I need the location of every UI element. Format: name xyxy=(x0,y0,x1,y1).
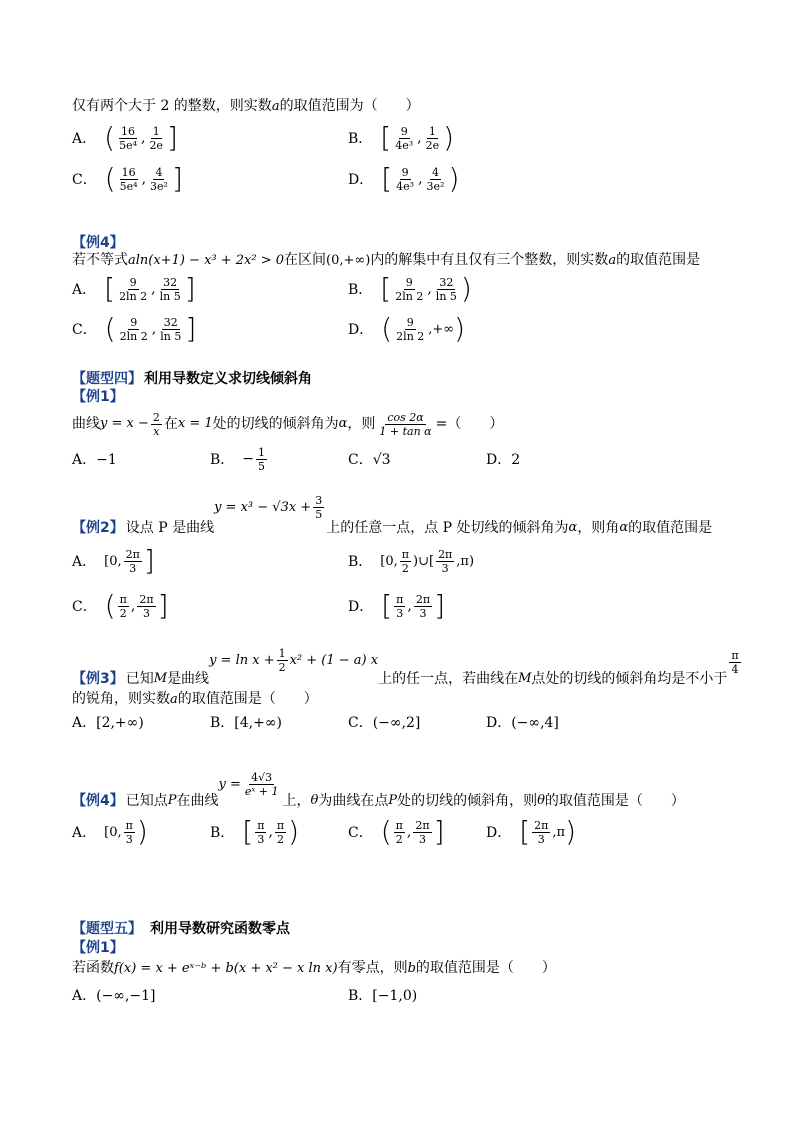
variable-a: a xyxy=(608,253,617,268)
example-2-label: 【例2】 xyxy=(72,520,124,536)
stem-text: 上的任意一点，点 P 处切线的倾斜角为 xyxy=(326,520,569,536)
option-text: C．(−∞,2] xyxy=(348,715,421,731)
option-a[interactable] xyxy=(72,441,117,477)
option-letter: D． xyxy=(486,825,512,841)
denominator: 3 xyxy=(418,832,426,846)
stem-text: 的取值范围是（ ） xyxy=(544,793,685,809)
interval-start: [0, xyxy=(104,553,122,569)
bracket-left: ( xyxy=(380,815,392,848)
option-letter: D． xyxy=(348,322,374,338)
bracket-left: ( xyxy=(381,312,393,345)
bracket-left: [ xyxy=(242,815,254,848)
stem-text: 的取值范围是（ ） xyxy=(415,960,556,976)
option-text: D．2 xyxy=(486,452,521,468)
numerator: π xyxy=(276,818,285,832)
option-letter: C． xyxy=(348,825,373,841)
option-b[interactable]: B． [ $\frac{\pi}{3}$ , $\frac{\pi}{2}$ ) xyxy=(210,815,300,848)
stem-text: 有零点，则 xyxy=(337,960,408,976)
denominator: x xyxy=(153,424,160,438)
option-text: B．[−1,0) xyxy=(348,988,418,1004)
inequality: aln(x+1) − x³ + 2x² > 0 xyxy=(128,253,285,268)
denominator: 2 xyxy=(278,661,286,674)
option-d[interactable] xyxy=(486,814,576,850)
bracket-left: ( xyxy=(104,162,116,195)
option-letter: A． xyxy=(72,282,97,298)
stem-text: 在曲线 xyxy=(176,793,219,809)
option-letter: A． xyxy=(72,825,97,841)
section-title: 利用导数研究函数零点 xyxy=(150,921,290,937)
numerator: 2π xyxy=(125,547,140,561)
numerator: cos 2α xyxy=(387,410,424,424)
curve-text: y = x³ − √3x + xyxy=(214,499,312,515)
curve-expression: y = x − xyxy=(100,416,149,431)
bracket-right: ) xyxy=(448,162,460,195)
denominator: ln 5 xyxy=(160,329,182,343)
alpha: α xyxy=(568,520,578,535)
section-title: 利用导数定义求切线倾斜角 xyxy=(144,371,312,387)
option-c[interactable]: C． ( $\frac{16}{\text{5e⁴}}$ , $\frac{4}{\text{3e²}}$ ] xyxy=(72,162,183,195)
stem-text: 在区间 xyxy=(284,252,327,268)
curve-expression xyxy=(214,494,326,521)
option-b[interactable] xyxy=(210,441,269,477)
fraction xyxy=(118,166,140,193)
denominator: 3 xyxy=(129,561,137,575)
fraction xyxy=(151,411,162,438)
variable-a: a xyxy=(271,99,280,114)
option-b[interactable]: B． [ $\frac{9}{2\ln 2}$ , $\frac{32}{\ln 5}$ ) xyxy=(348,272,472,305)
numerator: 16 xyxy=(121,124,136,138)
option-c[interactable]: C． ( $\frac{9}{2\ln 2}$ , $\frac{32}{\ln 5}$ ] xyxy=(72,312,197,345)
stem-text: 若不等式 xyxy=(72,252,128,268)
alpha: α xyxy=(338,416,348,431)
stem-text: 内的解集中有且仅有三个整数，则实数 xyxy=(370,252,609,268)
bracket-left: ( xyxy=(104,312,116,345)
option-d[interactable] xyxy=(348,311,465,347)
fraction xyxy=(148,166,170,193)
bracket-right: ) xyxy=(454,312,466,345)
denominator: 5e⁴ xyxy=(119,179,138,193)
numerator: π xyxy=(401,547,410,561)
question-stem xyxy=(72,251,700,270)
option-d[interactable] xyxy=(486,704,559,740)
numerator: 9 xyxy=(405,275,413,289)
numerator: π xyxy=(257,818,265,832)
numerator: π xyxy=(125,818,133,832)
example-4-label: 【例4】 xyxy=(72,235,124,251)
stem-text: 仅有两个大于 2 的整数，则实数 xyxy=(72,98,272,114)
denominator: 2ln 2 xyxy=(396,329,425,343)
bracket-left: [ xyxy=(380,121,392,154)
numerator: 2π xyxy=(415,818,430,832)
fraction xyxy=(275,819,286,846)
denominator: eˣ + 1 xyxy=(244,785,279,798)
option-letter: D． xyxy=(348,172,374,188)
example-label xyxy=(72,519,124,537)
option-text: A．−1 xyxy=(72,452,117,468)
theta: θ xyxy=(310,793,319,808)
numerator: 9 xyxy=(129,275,137,289)
point-m: M xyxy=(153,671,168,686)
section-header xyxy=(72,918,290,938)
stem-text: =（ ） xyxy=(435,416,504,432)
denominator: 2 xyxy=(119,606,127,620)
denominator: 3 xyxy=(537,832,545,846)
option-letter: C． xyxy=(72,172,97,188)
stem-text: 为曲线在点 xyxy=(318,793,389,809)
denominator: 4 xyxy=(731,663,739,676)
fraction xyxy=(414,593,432,620)
fraction xyxy=(158,276,183,303)
numerator: 9 xyxy=(400,124,408,138)
option-b[interactable] xyxy=(348,977,417,1013)
question-stem xyxy=(72,648,743,688)
stem-text: 的取值范围是 xyxy=(628,520,713,536)
fraction xyxy=(243,771,281,798)
stem-text: ，则 xyxy=(347,416,376,432)
example-label xyxy=(72,792,124,810)
numerator: 32 xyxy=(163,275,178,289)
bracket-right: ) xyxy=(443,121,455,154)
numerator: 2π xyxy=(139,592,154,606)
fraction xyxy=(729,649,740,676)
stem-text: 是曲线 xyxy=(167,671,210,687)
denominator: 2 xyxy=(401,561,409,575)
numerator: 9 xyxy=(406,315,414,329)
option-a[interactable] xyxy=(72,977,156,1013)
denominator: 3 xyxy=(257,832,265,846)
union: )∪[ xyxy=(413,553,435,569)
bracket-right: ) xyxy=(460,272,472,305)
numerator: 4 xyxy=(155,165,163,179)
interval-tail: ,+∞ xyxy=(428,321,455,337)
curve-expression xyxy=(219,771,283,798)
denominator: 3 xyxy=(142,606,150,620)
fraction xyxy=(394,593,405,620)
alpha: α xyxy=(619,520,629,535)
fraction xyxy=(532,819,550,846)
stem-text: 的锐角，则实数 xyxy=(72,691,170,707)
fraction xyxy=(413,819,431,846)
bracket-right: ) xyxy=(136,815,148,848)
numerator: 2π xyxy=(534,818,549,832)
bracket-right: ] xyxy=(143,544,155,577)
stem-text: 上的任一点，若曲线在 xyxy=(378,671,519,687)
interval-end: ,π) xyxy=(456,553,475,569)
option-a[interactable] xyxy=(72,704,144,740)
option-letter: B． xyxy=(348,554,373,570)
bracket-right: ) xyxy=(288,815,300,848)
fraction xyxy=(393,276,425,303)
fraction xyxy=(436,548,454,575)
bracket-right: ] xyxy=(166,121,178,154)
fraction xyxy=(400,548,411,575)
fraction xyxy=(313,494,324,521)
fraction xyxy=(124,819,135,846)
option-d[interactable]: D． [ $\frac{\pi}{3}$ , $\frac{2\pi}{3}$ ] xyxy=(348,589,446,622)
fraction xyxy=(394,166,416,193)
example-label xyxy=(72,670,124,688)
bracket-left: [ xyxy=(381,589,393,622)
numerator: 1 xyxy=(278,647,286,660)
denominator: 5e⁴ xyxy=(119,138,137,152)
option-b[interactable] xyxy=(348,543,474,579)
fraction xyxy=(137,593,155,620)
bracket-right: ] xyxy=(184,272,196,305)
bracket-left: ( xyxy=(104,589,116,622)
option-c[interactable] xyxy=(348,441,391,477)
option-letter: C． xyxy=(72,322,97,338)
fraction xyxy=(425,166,447,193)
denominator: 3 xyxy=(396,606,404,620)
option-text: C．√3 xyxy=(348,452,391,468)
option-a[interactable]: A． [ $\frac{9}{2\ln 2}$ , $\frac{32}{\ln 5}$ ] xyxy=(72,272,196,305)
function-expression: f(x) = x + eˣ⁻ᵇ + b(x + x² − x ln x) xyxy=(114,961,338,976)
variable-a: a xyxy=(170,692,178,707)
denominator: 3 xyxy=(125,832,133,846)
fraction xyxy=(158,316,183,343)
fraction xyxy=(256,446,267,473)
example-label xyxy=(72,937,124,957)
point: x = 1 xyxy=(177,416,213,431)
curve-text: x² + (1 − a) x xyxy=(289,652,379,668)
question-stem xyxy=(72,494,713,537)
section-header xyxy=(72,368,312,388)
bracket-right: ] xyxy=(434,589,446,622)
section-label: 【题型五】 xyxy=(72,921,142,937)
option-b[interactable]: B． [ $\frac{9}{\text{4e³}}$ , $\frac{1}{2e}$ ) xyxy=(348,121,455,154)
section-label: 【题型四】 xyxy=(72,371,142,387)
stem-text: 的取值范围是 xyxy=(616,252,701,268)
denominator: 5 xyxy=(315,508,323,521)
theta: θ xyxy=(537,793,545,808)
point-m: M xyxy=(518,671,532,686)
option-letter: D． xyxy=(348,599,374,615)
numerator: π xyxy=(395,818,403,832)
example-1-label: 【例1】 xyxy=(72,389,124,405)
fraction xyxy=(117,125,139,152)
point-p: P xyxy=(167,793,177,808)
fraction xyxy=(124,548,142,575)
denominator: 3 xyxy=(441,561,449,575)
bracket-right: ] xyxy=(171,162,183,195)
option-text: D．(−∞,4] xyxy=(486,715,559,731)
denominator: 3e² xyxy=(150,179,168,193)
fraction xyxy=(147,125,165,152)
denominator: 2 xyxy=(395,832,403,846)
option-letter: A． xyxy=(72,554,97,570)
option-a[interactable]: A． ( $\frac{16}{\text{5e⁴}}$ , $\frac{1}{2e}$ ] xyxy=(72,121,178,154)
numerator: 1 xyxy=(152,124,160,138)
numerator: 1 xyxy=(428,124,436,138)
interval-start: [0, xyxy=(380,553,398,569)
bracket-right: ] xyxy=(433,815,445,848)
stem-text: 上， xyxy=(282,793,311,809)
numerator: π xyxy=(396,592,404,606)
denominator: 2ln 2 xyxy=(119,289,148,303)
option-letter: A． xyxy=(72,131,97,147)
curve-expression xyxy=(209,647,378,674)
option-text: A．[2,+∞) xyxy=(72,715,144,731)
numerator: 3 xyxy=(315,494,323,507)
fraction xyxy=(255,819,266,846)
numerator: π xyxy=(119,592,127,606)
fraction xyxy=(118,316,150,343)
fraction xyxy=(277,647,288,674)
example-4-label: 【例4】 xyxy=(72,793,124,809)
option-b[interactable] xyxy=(210,704,282,740)
stem-text: 点处的切线的倾斜角均是不小于 xyxy=(531,671,728,687)
stem-text: 的取值范围是（ ） xyxy=(177,691,318,707)
fraction xyxy=(377,411,433,438)
denominator: 2 xyxy=(277,832,285,846)
fraction xyxy=(117,276,149,303)
curve-text: y = xyxy=(218,776,241,792)
denominator: 4e³ xyxy=(396,179,415,193)
question-stem xyxy=(72,406,503,442)
option-c[interactable] xyxy=(348,704,420,740)
option-text: B．[4,+∞) xyxy=(210,715,282,731)
fraction xyxy=(118,593,129,620)
point-p: P xyxy=(388,793,398,808)
stem-text: 已知 xyxy=(125,671,154,687)
option-c[interactable]: C． ( $\frac{\pi}{2}$ , $\frac{2\pi}{3}$ ] xyxy=(72,589,169,622)
stem-text: 处的切线的倾斜角为 xyxy=(212,416,339,432)
curve-text: y = ln x + xyxy=(209,652,275,668)
minus-sign: − xyxy=(242,451,255,467)
denominator: 3e² xyxy=(426,179,445,193)
numerator: 4√3 xyxy=(251,771,273,784)
example-label xyxy=(72,232,124,252)
denominator: 4e³ xyxy=(395,138,414,152)
stem-text-end: 的取值范围为（ ） xyxy=(279,98,420,114)
bracket-right: ] xyxy=(185,312,197,345)
numerator: 2 xyxy=(152,410,160,424)
denominator: 3 xyxy=(419,606,427,620)
option-d[interactable] xyxy=(486,441,520,477)
example-label xyxy=(72,386,124,406)
fraction xyxy=(394,819,405,846)
denominator: 5 xyxy=(258,459,266,473)
option-letter: B． xyxy=(348,282,373,298)
option-letter: C． xyxy=(72,599,97,615)
bracket-right: ) xyxy=(565,815,577,848)
numerator: 32 xyxy=(163,315,178,329)
denominator: 2e xyxy=(149,138,163,152)
stem-text: 处的切线的倾斜角，则 xyxy=(397,793,538,809)
numerator: 1 xyxy=(258,445,266,459)
stem-text: 设点 P 是曲线 xyxy=(125,520,215,536)
option-c[interactable]: C． ( $\frac{\pi}{2}$ , $\frac{2\pi}{3}$ ] xyxy=(348,815,445,848)
stem-text: 若函数 xyxy=(72,960,114,976)
numerator: 2π xyxy=(438,547,453,561)
fraction xyxy=(394,316,426,343)
interval-start: [0, xyxy=(104,824,122,840)
option-letter: B． xyxy=(210,825,235,841)
option-letter: B． xyxy=(348,131,373,147)
numerator: 2π xyxy=(415,592,431,606)
bracket-left: ( xyxy=(104,121,116,154)
denominator: 2ln 2 xyxy=(119,329,148,343)
numerator: 32 xyxy=(439,275,454,289)
fraction xyxy=(424,125,442,152)
numerator: π xyxy=(731,649,739,662)
bracket-left: [ xyxy=(104,272,116,305)
option-letter: B． xyxy=(210,452,235,468)
stem-text: 曲线 xyxy=(72,416,100,432)
option-d[interactable]: D． [ $\frac{9}{\text{4e³}}$ , $\frac{4}{\text{3e²}}$ ) xyxy=(348,162,460,195)
option-a[interactable] xyxy=(72,543,155,579)
denominator: 2ln 2 xyxy=(395,289,424,303)
question-stem xyxy=(72,97,420,116)
stem-text: 在 xyxy=(163,416,178,432)
example-1-label: 【例1】 xyxy=(72,940,124,956)
denominator: 1 + tan α xyxy=(379,424,432,438)
fraction xyxy=(434,276,459,303)
numerator: 16 xyxy=(121,165,136,179)
denominator: ln 5 xyxy=(435,289,457,303)
bracket-left: [ xyxy=(380,272,392,305)
bracket-right: ] xyxy=(157,589,169,622)
stem-text: 已知点 xyxy=(125,793,168,809)
numerator: 9 xyxy=(130,315,138,329)
interval: (0,+∞) xyxy=(326,253,371,268)
numerator: 9 xyxy=(401,165,409,179)
variable-b: b xyxy=(407,961,416,976)
stem-text: ，则角 xyxy=(577,520,620,536)
question-stem xyxy=(72,768,685,810)
option-a[interactable] xyxy=(72,814,148,850)
fraction xyxy=(393,125,415,152)
denominator: ln 5 xyxy=(159,289,181,303)
question-stem xyxy=(72,959,556,978)
example-3-label: 【例3】 xyxy=(72,671,124,687)
bracket-left: [ xyxy=(519,815,531,848)
option-text: A．(−∞,−1] xyxy=(72,988,156,1004)
bracket-left: [ xyxy=(381,162,393,195)
denominator: 2e xyxy=(425,138,440,152)
numerator: 4 xyxy=(432,165,439,179)
interval-tail: ,π xyxy=(552,824,566,840)
